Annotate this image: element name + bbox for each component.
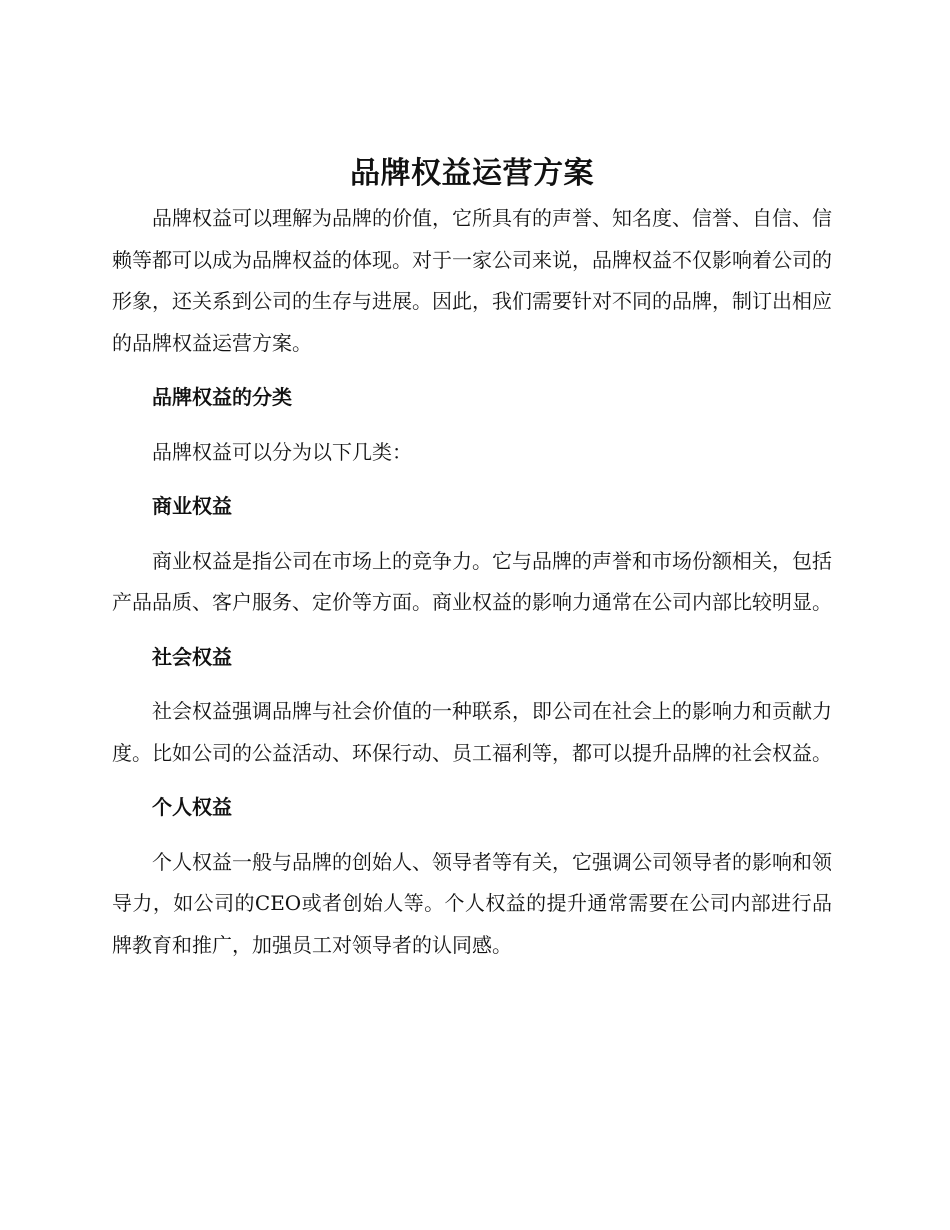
spacer	[112, 364, 832, 377]
spacer	[112, 829, 832, 842]
intro-paragraph: 品牌权益可以理解为品牌的价值，它所具有的声誉、知名度、信誉、自信、信赖等都可以成为品牌权益的体现。对于一家公司来说，品牌权益不仅影响着公司的形象，还关系到公司的生存与进展。因此，我们需要针对不同的品牌，制订出相应的品牌权益运营方案。	[112, 206, 832, 355]
spacer	[112, 528, 832, 541]
document-page	[112, 150, 832, 966]
spacer	[112, 473, 832, 486]
category-body-social: 社会权益强调品牌与社会价值的一种联系，即公司在社会上的影响力和贡献力度。比如公司的公益活动、环保行动、员工福利等，都可以提升品牌的社会权益。	[112, 699, 832, 765]
spacer	[112, 678, 832, 691]
document-title: 品牌权益运营方案	[350, 156, 594, 191]
category-body-personal: 个人权益一般与品牌的创始人、领导者等有关，它强调公司领导者的影响和领导力，如公司的CEO或者创始人等。个人权益的提升通常需要在公司内部进行品牌教育和推广，加强员工对领导者的认同感。	[112, 849, 832, 957]
spacer	[112, 774, 832, 787]
spacer	[112, 419, 832, 432]
section-heading: 品牌权益的分类	[152, 385, 292, 409]
category-body-commercial: 商业权益是指公司在市场上的竞争力。它与品牌的声誉和市场份额相关，包括产品品质、客户服务、定价等方面。商业权益的影响力通常在公司内部比较明显。	[112, 548, 832, 614]
section-intro-paragraph: 品牌权益可以分为以下几类：	[152, 439, 412, 464]
spacer	[112, 624, 832, 637]
category-heading-commercial: 商业权益	[152, 494, 232, 518]
category-heading-social: 社会权益	[152, 644, 232, 669]
category-heading-personal: 个人权益	[152, 795, 232, 819]
